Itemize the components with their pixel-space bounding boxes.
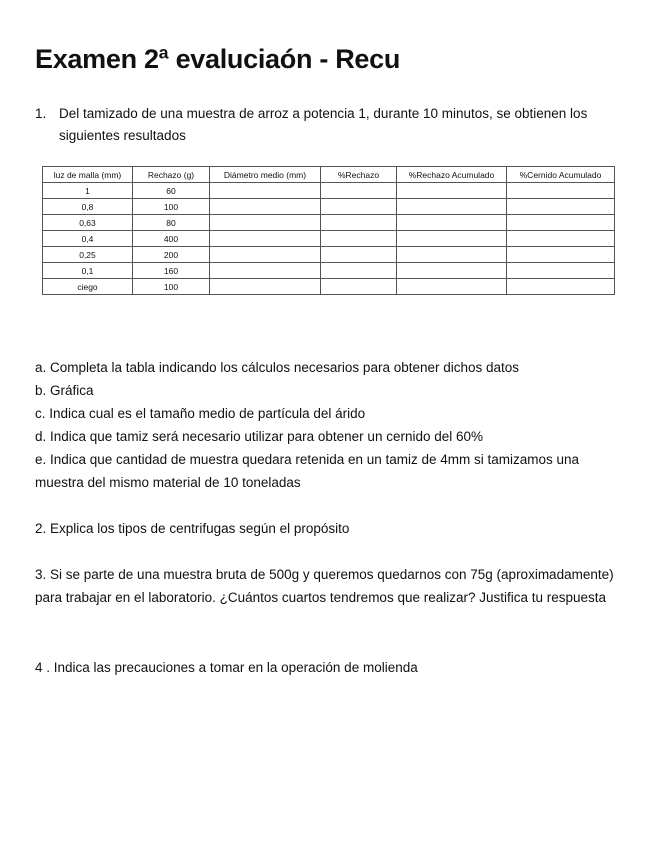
subitem-d: d. Indica que tamiz será necesario utilizar para obtener un cernido del 60% [35,429,484,444]
table-cell: ciego [43,279,133,295]
table-cell: 0,4 [43,231,133,247]
question-1-number: 1. [35,106,47,121]
table-cell [507,247,615,263]
table-row [43,199,615,215]
table-header-cell: %Rechazo [321,167,397,183]
table-cell [210,183,321,199]
question-1-text: Del tamizado de una muestra de arroz a potencia 1, durante 10 minutos, se obtienen los siguientes resultados [59,106,588,143]
table-cell: 100 [133,199,210,215]
subitem-c: c. Indica cual es el tamaño medio de partícula del árido [35,406,366,421]
table-cell: 1 [43,183,133,199]
table-cell [507,263,615,279]
table-cell: 400 [133,231,210,247]
subitem-b: b. Gráfica [35,383,94,398]
question-1 [35,103,625,147]
table-cell: 200 [133,247,210,263]
table-cell [507,231,615,247]
table-row [43,231,615,247]
table-header-cell: luz de malla (mm) [43,167,133,183]
question-1-subitems [35,356,625,494]
table-cell [397,215,507,231]
table-header-row [43,167,615,183]
table-row [43,183,615,199]
table-cell: 0,63 [43,215,133,231]
table-cell [507,199,615,215]
subitem-e: e. Indica que cantidad de muestra quedara retenida en un tamiz de 4mm si tamizamos una muestra del mismo material de 10 toneladas [35,452,580,490]
subitem-a: a. Completa la tabla indicando los cálculos necesarios para obtener dichos datos [35,360,520,375]
table-cell [210,199,321,215]
table-cell: 0,8 [43,199,133,215]
table-cell [397,263,507,279]
table-cell [210,263,321,279]
question-3: 3. Si se parte de una muestra bruta de 500g y queremos quedarnos con 75g (aproximadamente) para trabajar en el laboratorio. ¿Cuántos cuartos tendremos que realizar? Justifica tu respuesta [35,567,614,605]
table-row [43,247,615,263]
table-cell [210,231,321,247]
table-header-cell: %Rechazo Acumulado [397,167,507,183]
table-cell [321,199,397,215]
table-cell [507,279,615,295]
table-cell: 0,25 [43,247,133,263]
table-row [43,279,615,295]
table-cell [321,215,397,231]
table-cell: 0,1 [43,263,133,279]
question-4: 4 . Indica las precauciones a tomar en la operación de molienda [35,660,418,675]
sieve-results-table [42,166,615,295]
table-cell [321,231,397,247]
table-cell: 100 [133,279,210,295]
table-cell [507,215,615,231]
table-row [43,215,615,231]
table-header-cell: Rechazo (g) [133,167,210,183]
table-cell [397,199,507,215]
table-cell [321,263,397,279]
table-cell [507,183,615,199]
table-cell [321,183,397,199]
table-cell [397,247,507,263]
question-2: 2. Explica los tipos de centrifugas según el propósito [35,521,350,536]
table-cell [397,231,507,247]
table-cell: 80 [133,215,210,231]
table-cell [210,215,321,231]
table-cell [210,247,321,263]
table-header-cell: Diámetro medio (mm) [210,167,321,183]
table-cell [397,183,507,199]
table-row [43,263,615,279]
table-cell [321,279,397,295]
table-cell: 160 [133,263,210,279]
table-cell [321,247,397,263]
table-cell [397,279,507,295]
table-cell [210,279,321,295]
page-title: Examen 2ª evaluciaón - Recu [35,44,401,74]
table-header-cell: %Cernido Acumulado [507,167,615,183]
table-cell: 60 [133,183,210,199]
